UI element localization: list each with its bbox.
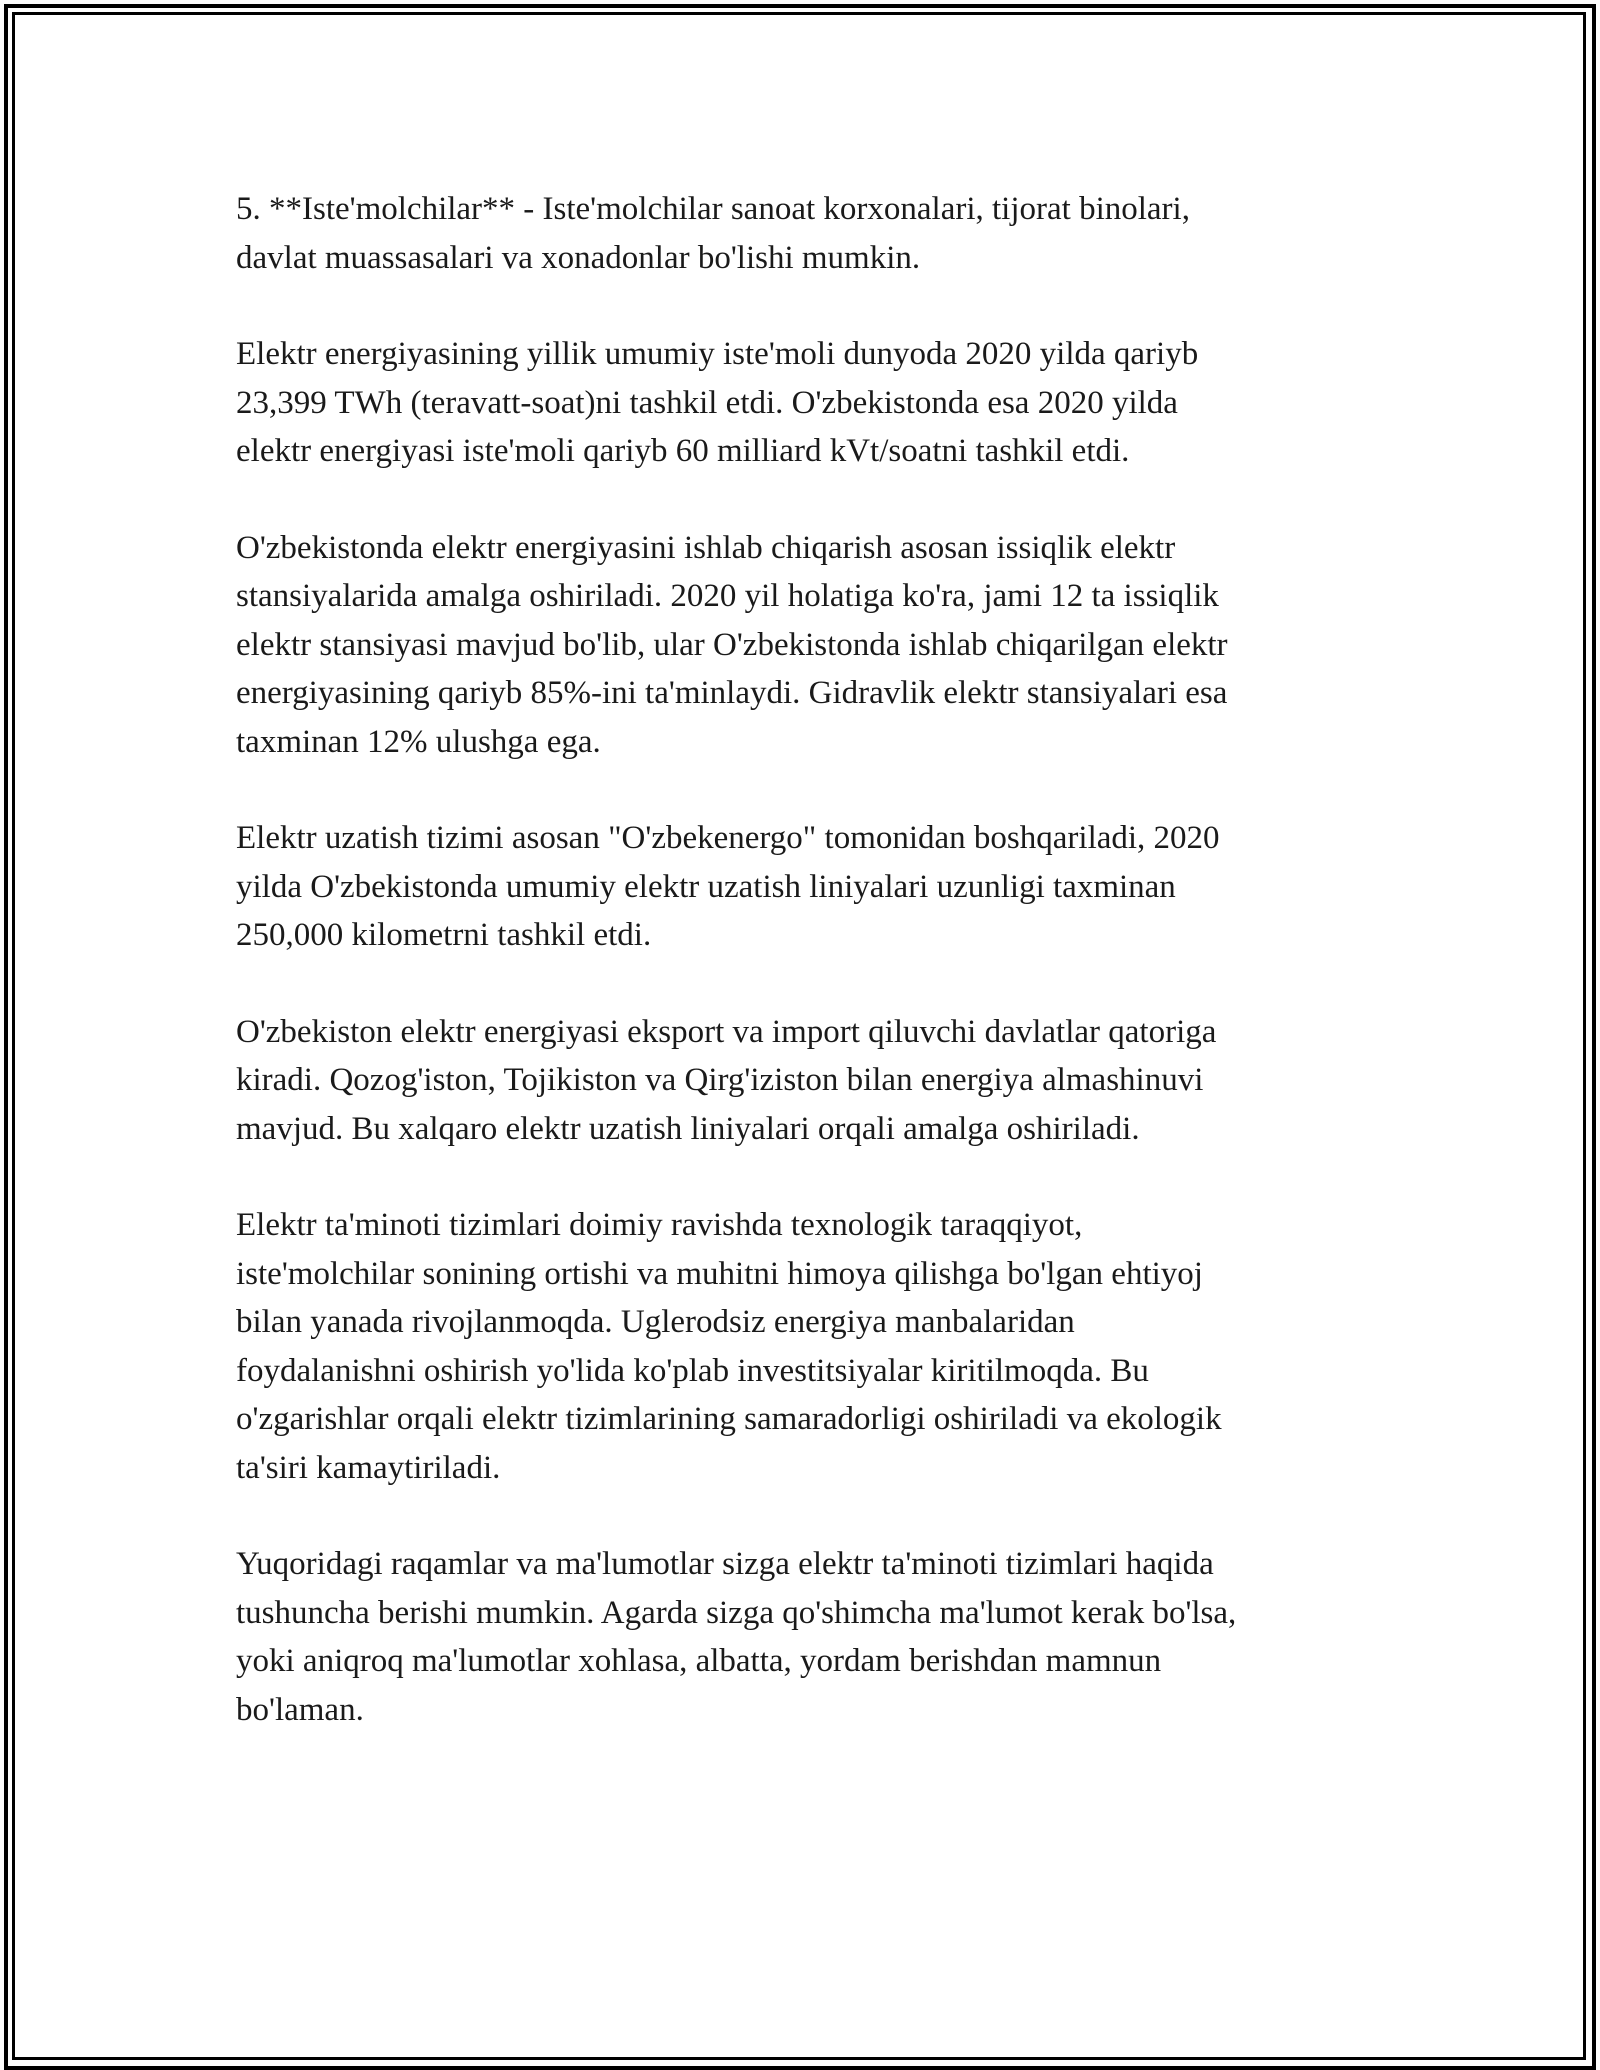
paragraph-generation: O'zbekistonda elektr energiyasini ishlab chiqarish asosan issiqlik elektr stansiyalarida amalga oshiriladi. 2020 yil holatiga ko'ra, jami 12 ta issiqlik elektr stansiyasi mavjud bo'lib, ular O'zbekistonda ishlab chiqarilgan elektr energiyasining qariyb 85%-ini ta'minlaydi. Gidravlik elektr stansiyalari esa taxminan 12% ulushga ega. xyxy=(236,529,1228,760)
paragraph-export-import: O'zbekiston elektr energiyasi eksport va import qiluvchi davlatlar qatoriga kiradi. Qozog'iston, Tojikiston va Qirg'iziston bilan energiya almashinuvi mavjud. Bu xalqaro elektr uzatish liniyalari orqali amalga oshiriladi. xyxy=(236,1013,1217,1147)
paragraph-development: Elektr ta'minoti tizimlari doimiy ravishda texnologik taraqqiyot, iste'molchilar sonining ortishi va muhitni himoya qilishga bo'lgan ehtiyoj bilan yanada rivojlanmoqda. Uglerodsiz energiya manbalaridan foydalanishni oshirish yo'lida ko'plab investitsiyalar kiritilmoqda. Bu o'zgarishlar orqali elektr tizimlarining samaradorligi oshiriladi va ekologik ta'siri kamaytiriladi. xyxy=(236,1207,1222,1486)
paragraph-closing: Yuqoridagi raqamlar va ma'lumotlar sizga elektr ta'minoti tizimlari haqida tushuncha berishi mumkin. Agarda sizga qo'shimcha ma'lumot kerak bo'lsa, yoki aniqroq ma'lumotlar xohlasa, albatta, yordam berishdan mamnun bo'laman. xyxy=(236,1546,1237,1728)
paragraph-consumption-stats: Elektr energiyasining yillik umumiy iste'moli dunyoda 2020 yilda qariyb 23,399 TWh (teravatt-soat)ni tashkil etdi. O'zbekistonda esa 2020 yilda elektr energiyasi iste'moli qariyb 60 milliard kVt/soatni tashkil etdi. xyxy=(236,336,1199,469)
paragraph-consumers: 5. **Iste'molchilar** - Iste'molchilar sanoat korxonalari, tijorat binolari, davlat muassasalari va xonadonlar bo'lishi mumkin. xyxy=(236,191,1190,276)
document-body xyxy=(236,185,1376,1782)
paragraph-transmission: Elektr uzatish tizimi asosan "O'zbekenergo" tomonidan boshqariladi, 2020 yilda O'zbekistonda umumiy elektr uzatish liniyalari uzunligi taxminan 250,000 kilometrni tashkil etdi. xyxy=(236,820,1220,953)
